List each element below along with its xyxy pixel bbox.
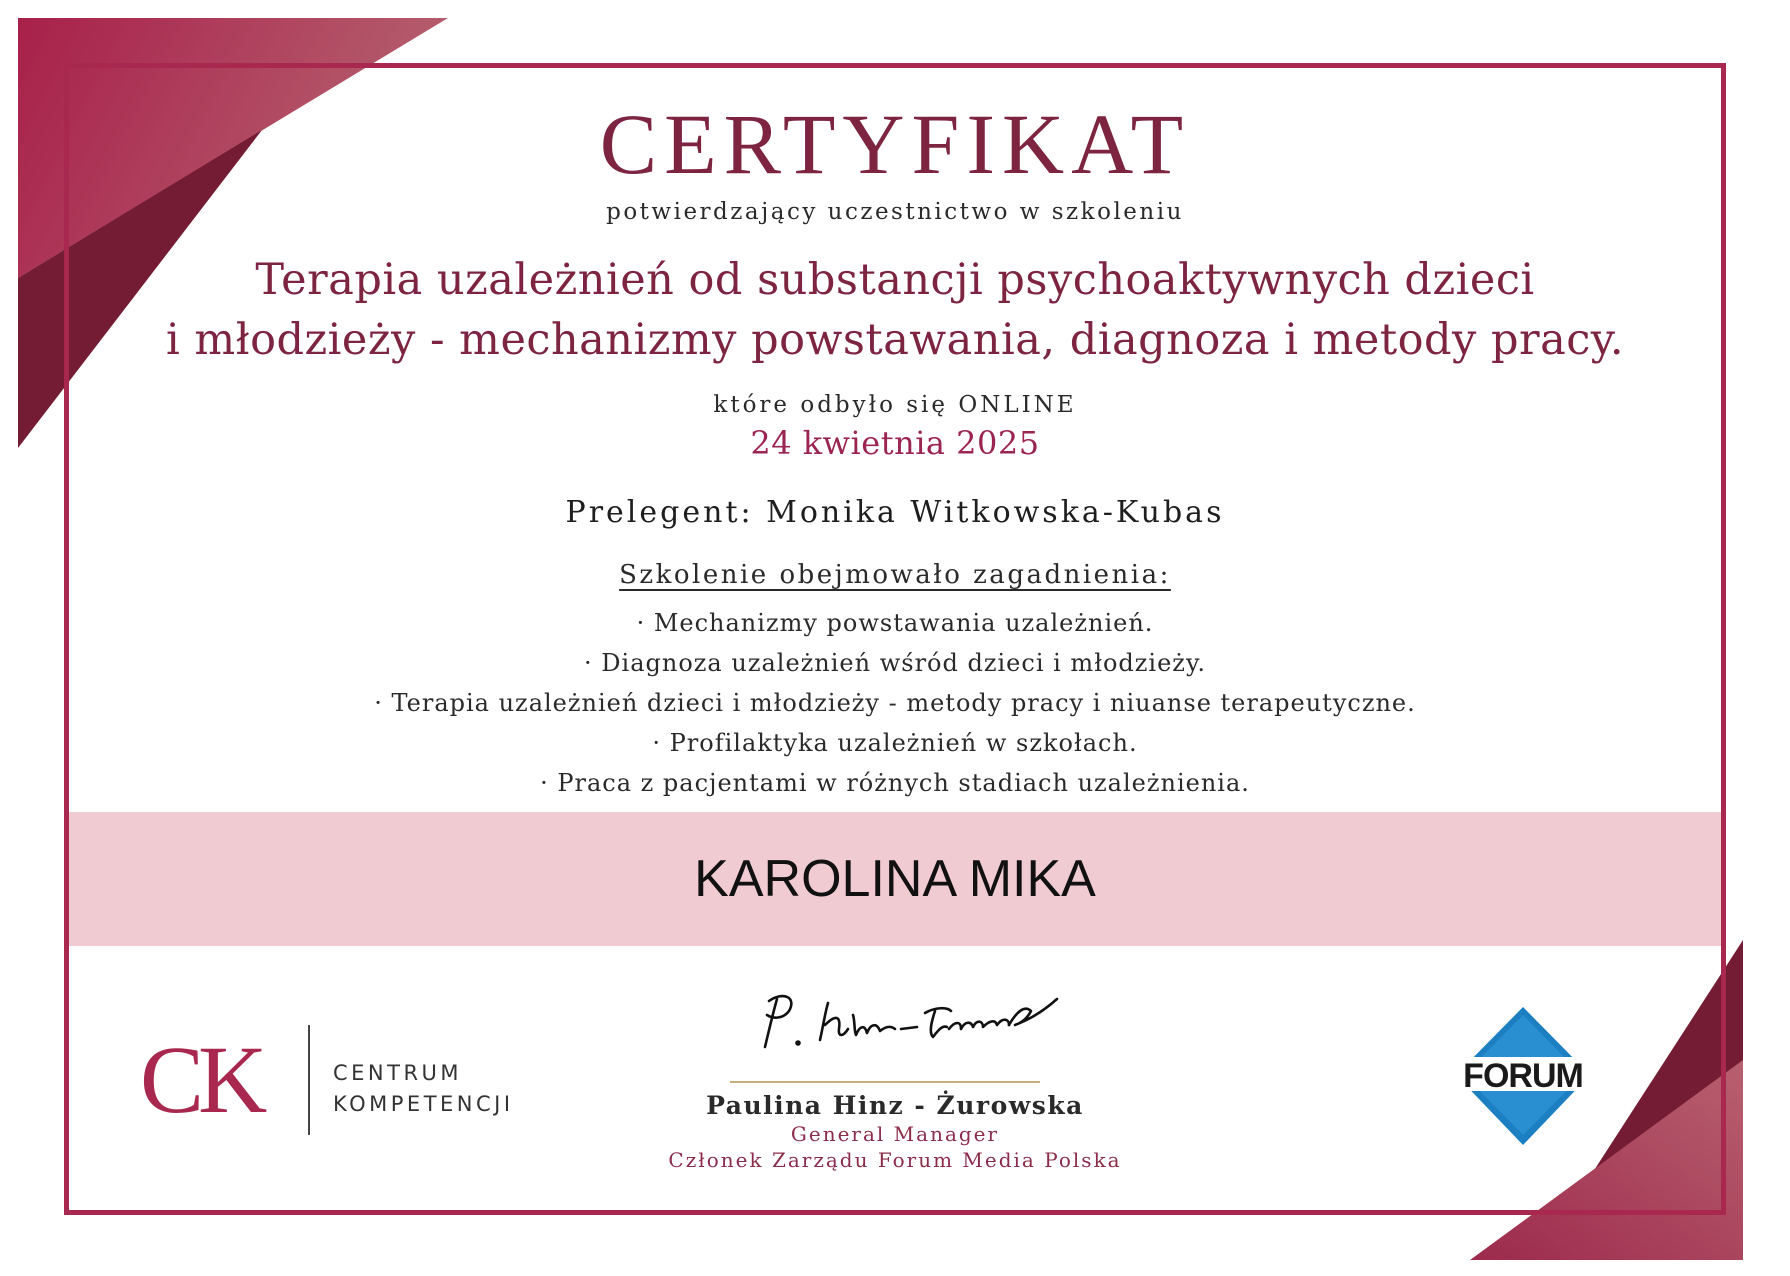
ck-logo-line-1: CENTRUM bbox=[333, 1061, 463, 1085]
lecturer: Prelegent: Monika Witkowska-Kubas bbox=[565, 495, 1225, 530]
ck-logo-mark: CK bbox=[140, 1026, 262, 1133]
certificate-subtitle: potwierdzający uczestnictwo w szkoleniu bbox=[606, 199, 1184, 225]
signer-company: Członek Zarządu Forum Media Polska bbox=[668, 1148, 1122, 1172]
course-title-line-2: i młodzieży - mechanizmy powstawania, diagnoza i metody pracy. bbox=[165, 315, 1625, 365]
topic-item: · Profilaktyka uzależnień w szkołach. bbox=[652, 729, 1138, 757]
course-title-line-1: Terapia uzależnień od substancji psychoaktywnych dzieci bbox=[255, 255, 1535, 305]
signature-line bbox=[730, 1081, 1040, 1083]
certificate-title: CERTYFIKAT bbox=[599, 96, 1191, 192]
topics-heading-text: Szkolenie obejmowało zagadnienia: bbox=[619, 560, 1171, 590]
topics-heading bbox=[0, 560, 1790, 590]
participant-name: KAROLINA MIKA bbox=[694, 850, 1096, 908]
signer-role: General Manager bbox=[790, 1122, 1000, 1146]
course-title bbox=[0, 250, 1790, 370]
topic-item: · Praca z pacjentami w różnych stadiach uzależnienia. bbox=[540, 769, 1250, 797]
topic-item: · Mechanizmy powstawania uzależnień. bbox=[636, 609, 1154, 637]
forum-logo-text: FORUM bbox=[1463, 1057, 1583, 1095]
ck-logo-line-2: KOMPETENCJI bbox=[333, 1092, 514, 1116]
topic-item: · Terapia uzależnień dzieci i młodzieży - metody pracy i niuanse terapeutyczne. bbox=[374, 689, 1416, 717]
online-note: które odbyło się ONLINE bbox=[713, 392, 1077, 418]
signer-name: Paulina Hinz - Żurowska bbox=[706, 1091, 1084, 1120]
participant-band bbox=[69, 812, 1721, 946]
handwritten-signature-icon bbox=[725, 985, 1070, 1065]
topic-item: · Diagnoza uzależnień wśród dzieci i młodzieży. bbox=[584, 649, 1206, 677]
topics-list bbox=[0, 603, 1790, 803]
course-date: 24 kwietnia 2025 bbox=[750, 424, 1040, 462]
forum-logo-icon bbox=[1450, 1005, 1596, 1147]
